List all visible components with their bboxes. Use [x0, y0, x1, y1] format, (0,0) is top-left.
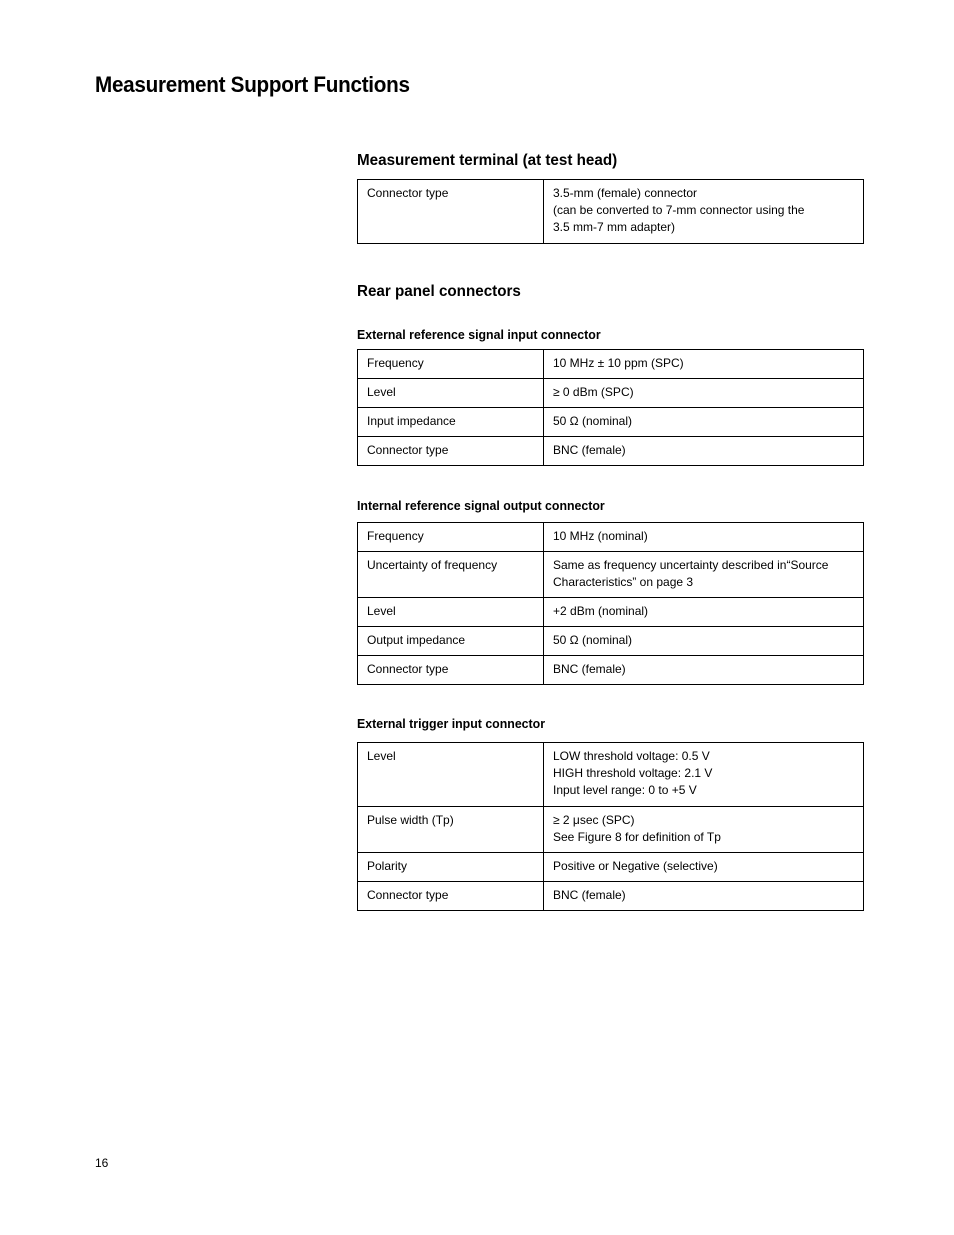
value-cell: ≥ 0 dBm (SPC)	[544, 379, 864, 408]
table-row	[358, 627, 864, 656]
table-row	[358, 598, 864, 627]
param-cell: Level	[358, 379, 544, 408]
param-cell: Level	[358, 598, 544, 627]
int-ref-heading: Internal reference signal output connector	[357, 498, 605, 513]
ext-ref-table	[357, 349, 864, 466]
ext-trig-table	[357, 742, 864, 911]
param-cell: Connector type	[358, 882, 544, 911]
value-cell: 10 MHz ± 10 ppm (SPC)	[544, 350, 864, 379]
ext-ref-heading: External reference signal input connector	[357, 327, 601, 342]
terminal-table	[357, 179, 864, 244]
param-cell: Uncertainty of frequency	[358, 552, 544, 598]
table-row	[358, 523, 864, 552]
value-cell: BNC (female)	[544, 437, 864, 466]
table-row	[358, 656, 864, 685]
rear-panel-heading: Rear panel connectors	[357, 283, 521, 300]
value-cell: BNC (female)	[544, 656, 864, 685]
value-cell: 3.5-mm (female) connector (can be converted to 7-mm connector using the 3.5 mm-7 mm adapter)	[544, 180, 864, 244]
param-cell: Frequency	[358, 523, 544, 552]
value-cell: 10 MHz (nominal)	[544, 523, 864, 552]
param-cell: Frequency	[358, 350, 544, 379]
param-cell: Level	[358, 743, 544, 807]
value-cell: 50 Ω (nominal)	[544, 408, 864, 437]
table-row	[358, 437, 864, 466]
value-cell: BNC (female)	[544, 882, 864, 911]
param-cell: Polarity	[358, 853, 544, 882]
param-cell: Input impedance	[358, 408, 544, 437]
table-row	[358, 180, 864, 244]
value-cell: Same as frequency uncertainty described in“Source Characteristics” on page 3	[544, 552, 864, 598]
value-cell: LOW threshold voltage: 0.5 V HIGH threshold voltage: 2.1 V Input level range: 0 to +5 V	[544, 743, 864, 807]
value-cell: Positive or Negative (selective)	[544, 853, 864, 882]
param-cell: Connector type	[358, 437, 544, 466]
table-row	[358, 743, 864, 807]
value-cell: ≥ 2 μsec (SPC) See Figure 8 for definition of Tp	[544, 807, 864, 853]
table-row	[358, 408, 864, 437]
param-cell: Output impedance	[358, 627, 544, 656]
table-row	[358, 853, 864, 882]
param-cell: Pulse width (Tp)	[358, 807, 544, 853]
table-row	[358, 379, 864, 408]
table-row	[358, 350, 864, 379]
param-cell: Connector type	[358, 656, 544, 685]
terminal-heading: Measurement terminal (at test head)	[357, 152, 618, 169]
value-cell: +2 dBm (nominal)	[544, 598, 864, 627]
table-row	[358, 882, 864, 911]
page-title: Measurement Support Functions	[95, 72, 410, 97]
value-cell: 50 Ω (nominal)	[544, 627, 864, 656]
page-number: 16	[95, 1156, 109, 1170]
int-ref-table	[357, 522, 864, 685]
table-row	[358, 552, 864, 598]
ext-trig-heading: External trigger input connector	[357, 716, 546, 731]
table-row	[358, 807, 864, 853]
param-cell: Connector type	[358, 180, 544, 244]
